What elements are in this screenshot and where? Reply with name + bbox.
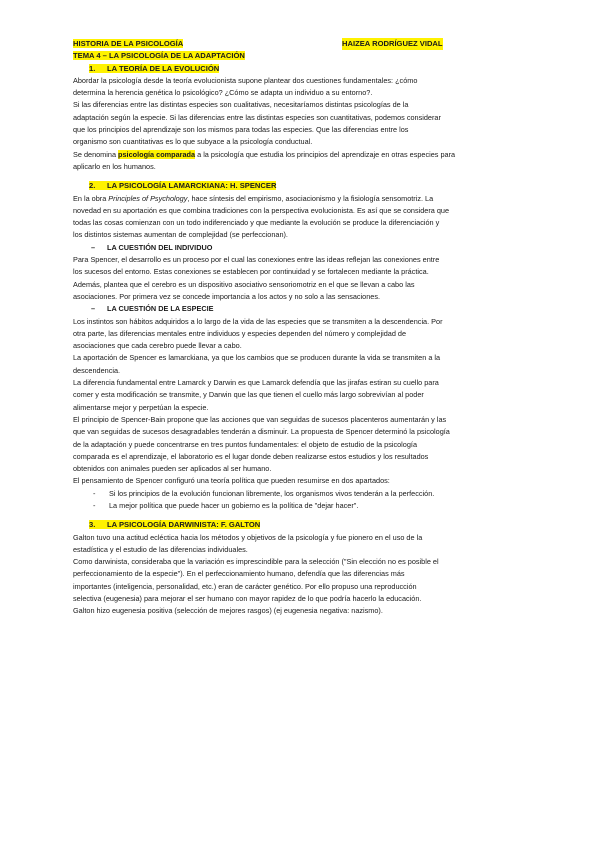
paragraph: La diferencia fundamental entre Lamarck y Darwin es que Lamarck defendía que las jirafas estiran su cuello para	[73, 378, 439, 388]
section-3-number: 3.	[89, 520, 96, 530]
section-3-title: LA PSICOLOGÍA DARWINISTA: F. GALTON	[107, 520, 261, 530]
paragraph: Abordar la psicología desde la teoría evolucionista supone plantear dos cuestiones fundamentales: ¿cómo	[73, 75, 418, 85]
paragraph: Galton tuvo una actitud ecléctica hacia los métodos y objetivos de la psicología y fue pionero en el uso de la	[73, 532, 423, 542]
list-item	[93, 500, 531, 512]
topic-title: TEMA 4 – LA PSICOLOGÍA DE LA ADAPTACIÓN	[73, 51, 245, 61]
paragraph: Para Spencer, el desarrollo es un proceso por el cual las conexiones entre las ideas reflejan las conexiones entre	[73, 255, 440, 265]
paragraph: que los principios del aprendizaje son los mismos para todas las especies. Que las diferencias entre los	[73, 125, 409, 135]
paragraph: Si las diferencias entre las distintas especies son cualitativas, necesitaríamos distintas psicologías de la	[73, 100, 409, 110]
topic-heading-row	[73, 50, 531, 62]
paragraph: importantes (inteligencia, personalidad, etc.) eran de carácter genético. Por ello propuso una reproducción	[73, 581, 417, 591]
text-span: a la psicología que estudia los principios del aprendizaje en otras especies para	[195, 149, 456, 159]
paragraph: El pensamiento de Spencer configuró una teoría política que pueden resumirse en dos apartados:	[73, 476, 390, 486]
document-header	[73, 38, 531, 50]
paragraph: los distintos sistemas aumentan de complejidad (se perfeccionan).	[73, 230, 288, 240]
paragraph: determina la herencia genética lo psicológico? ¿Cómo se adapta un individuo a su entorno?.	[73, 88, 373, 98]
paragraph: estadística y el estudio de las diferencias individuales.	[73, 544, 248, 554]
paragraph: descendencia.	[73, 365, 121, 375]
paragraph: aplicarlo en los humanos.	[73, 161, 156, 171]
section-2-title: LA PSICOLOGÍA LAMARCKIANA: H. SPENCER	[107, 181, 277, 191]
dash-icon: –	[91, 304, 96, 314]
bullet-icon: -	[93, 500, 96, 510]
paragraph: La aportación de Spencer es lamarckiana, ya que los cambios que se producen durante la vida se transmiten a la	[73, 353, 441, 363]
text-span: , hace síntesis del empirismo, asociacionismo y la fisiología sensomotriz. La	[187, 193, 434, 203]
paragraph: todas las cosas comienzan con un todo indiferenciado y que mediante la evolución se produce la diferenciación y	[73, 218, 440, 228]
paragraph	[73, 193, 531, 205]
book-title: Principles of Psychology	[108, 193, 188, 203]
paragraph: los sucesos del entorno. Estas conexiones se establecen por continuidad y se fortalecen mediante la práctica.	[73, 267, 429, 277]
paragraph: asociaciones que cada cerebro puede llevar a cabo.	[73, 341, 242, 351]
paragraph: otra parte, las diferencias mentales entre individuos y especies dependen del número y complejidad de	[73, 328, 407, 338]
paragraph: El principio de Spencer-Bain propone que las acciones que van seguidas de sucesos placenteros aumentarán y las	[73, 414, 447, 424]
bullet-list	[73, 488, 531, 513]
subsection-individuo-heading	[73, 242, 531, 254]
author-name: HAIZEA RODRÍGUEZ VIDAL	[342, 38, 443, 50]
list-item-text: La mejor política que puede hacer un gobierno es la política de "dejar hacer".	[109, 500, 359, 510]
section-2-number: 2.	[89, 181, 96, 191]
paragraph: comer y esta modificación se transmite, y Darwin que las que tienen el cuello más largo sobrevivían al poder	[73, 390, 424, 400]
paragraph: selectiva (eugenesia) para mejorar el ser humano con mayor rapidez de lo que podría hacerlo la educación.	[73, 594, 422, 604]
paragraph: Como darwinista, consideraba que la variación es imprescindible para la selección ("Sin elección no es posible el	[73, 557, 439, 567]
section-1-title: LA TEORÍA DE LA EVOLUCIÓN	[107, 63, 220, 73]
paragraph: novedad en su aportación es que combina tradiciones con la perspectiva evolucionista. Es así que se considera que	[73, 205, 450, 215]
course-title: HISTORIA DE LA PSICOLOGÍA	[73, 39, 184, 48]
section-1-number: 1.	[89, 63, 96, 73]
section-1-heading	[73, 63, 531, 75]
paragraph: obtenidos con animales pueden ser aplicados al ser humano.	[73, 464, 272, 474]
document-page	[73, 38, 531, 618]
text-span: En la obra	[73, 193, 109, 203]
text-span: Se denomina	[73, 149, 119, 159]
paragraph	[73, 149, 531, 161]
section-2-heading	[73, 180, 531, 192]
list-item	[93, 488, 531, 500]
paragraph: Los instintos son hábitos adquiridos a lo largo de la vida de las especies que se transmiten a la descendencia. Por	[73, 316, 443, 326]
key-term: psicología comparada	[118, 149, 196, 159]
dash-icon: –	[91, 242, 96, 252]
paragraph: Galton hizo eugenesia positiva (selección de mejores rasgos) (ej eugenesia negativa: nazismo).	[73, 606, 383, 616]
paragraph: de la adaptación y puede concentrarse en tres puntos fundamentales: el objeto de estudio de la psicología	[73, 439, 418, 449]
subsection-especie-heading	[73, 303, 531, 315]
paragraph: Además, plantea que el cerebro es un dispositivo asociativo sensoriomotriz en el que se llevan a cabo las	[73, 279, 415, 289]
list-item-text: Si los principios de la evolución funcionan libremente, los organismos vivos tenderán a la perfección.	[109, 488, 435, 498]
section-3-heading	[73, 519, 531, 531]
subsection-title: LA CUESTIÓN DE LA ESPECIE	[107, 304, 214, 314]
paragraph: comparada es el aprendizaje, el laboratorio es el lugar donde deben realizarse estos estudios y los resultados	[73, 451, 429, 461]
paragraph: que van seguidas de sucesos desagradables tenderán a disminuir. La propuesta de Spencer determinó la psicología	[73, 427, 450, 437]
bullet-icon: -	[93, 488, 96, 498]
paragraph: alimentarse mejor y perpetúan la especie.	[73, 402, 209, 412]
paragraph: asociaciones. Por primera vez se concede importancia a los actos y no solo a las sensaciones.	[73, 291, 381, 301]
subsection-title: LA CUESTIÓN DEL INDIVIDUO	[107, 242, 213, 252]
paragraph: perfeccionamiento de la especie"). En el perfeccionamiento humano, defendía que las diferencias más	[73, 569, 405, 579]
paragraph: adaptación según la especie. Si las diferencias entre las distintas especies son cuantitativas, podemos considerar	[73, 112, 441, 122]
paragraph: organismo son cuantitativas es lo que subyace a la psicología conductual.	[73, 137, 313, 147]
